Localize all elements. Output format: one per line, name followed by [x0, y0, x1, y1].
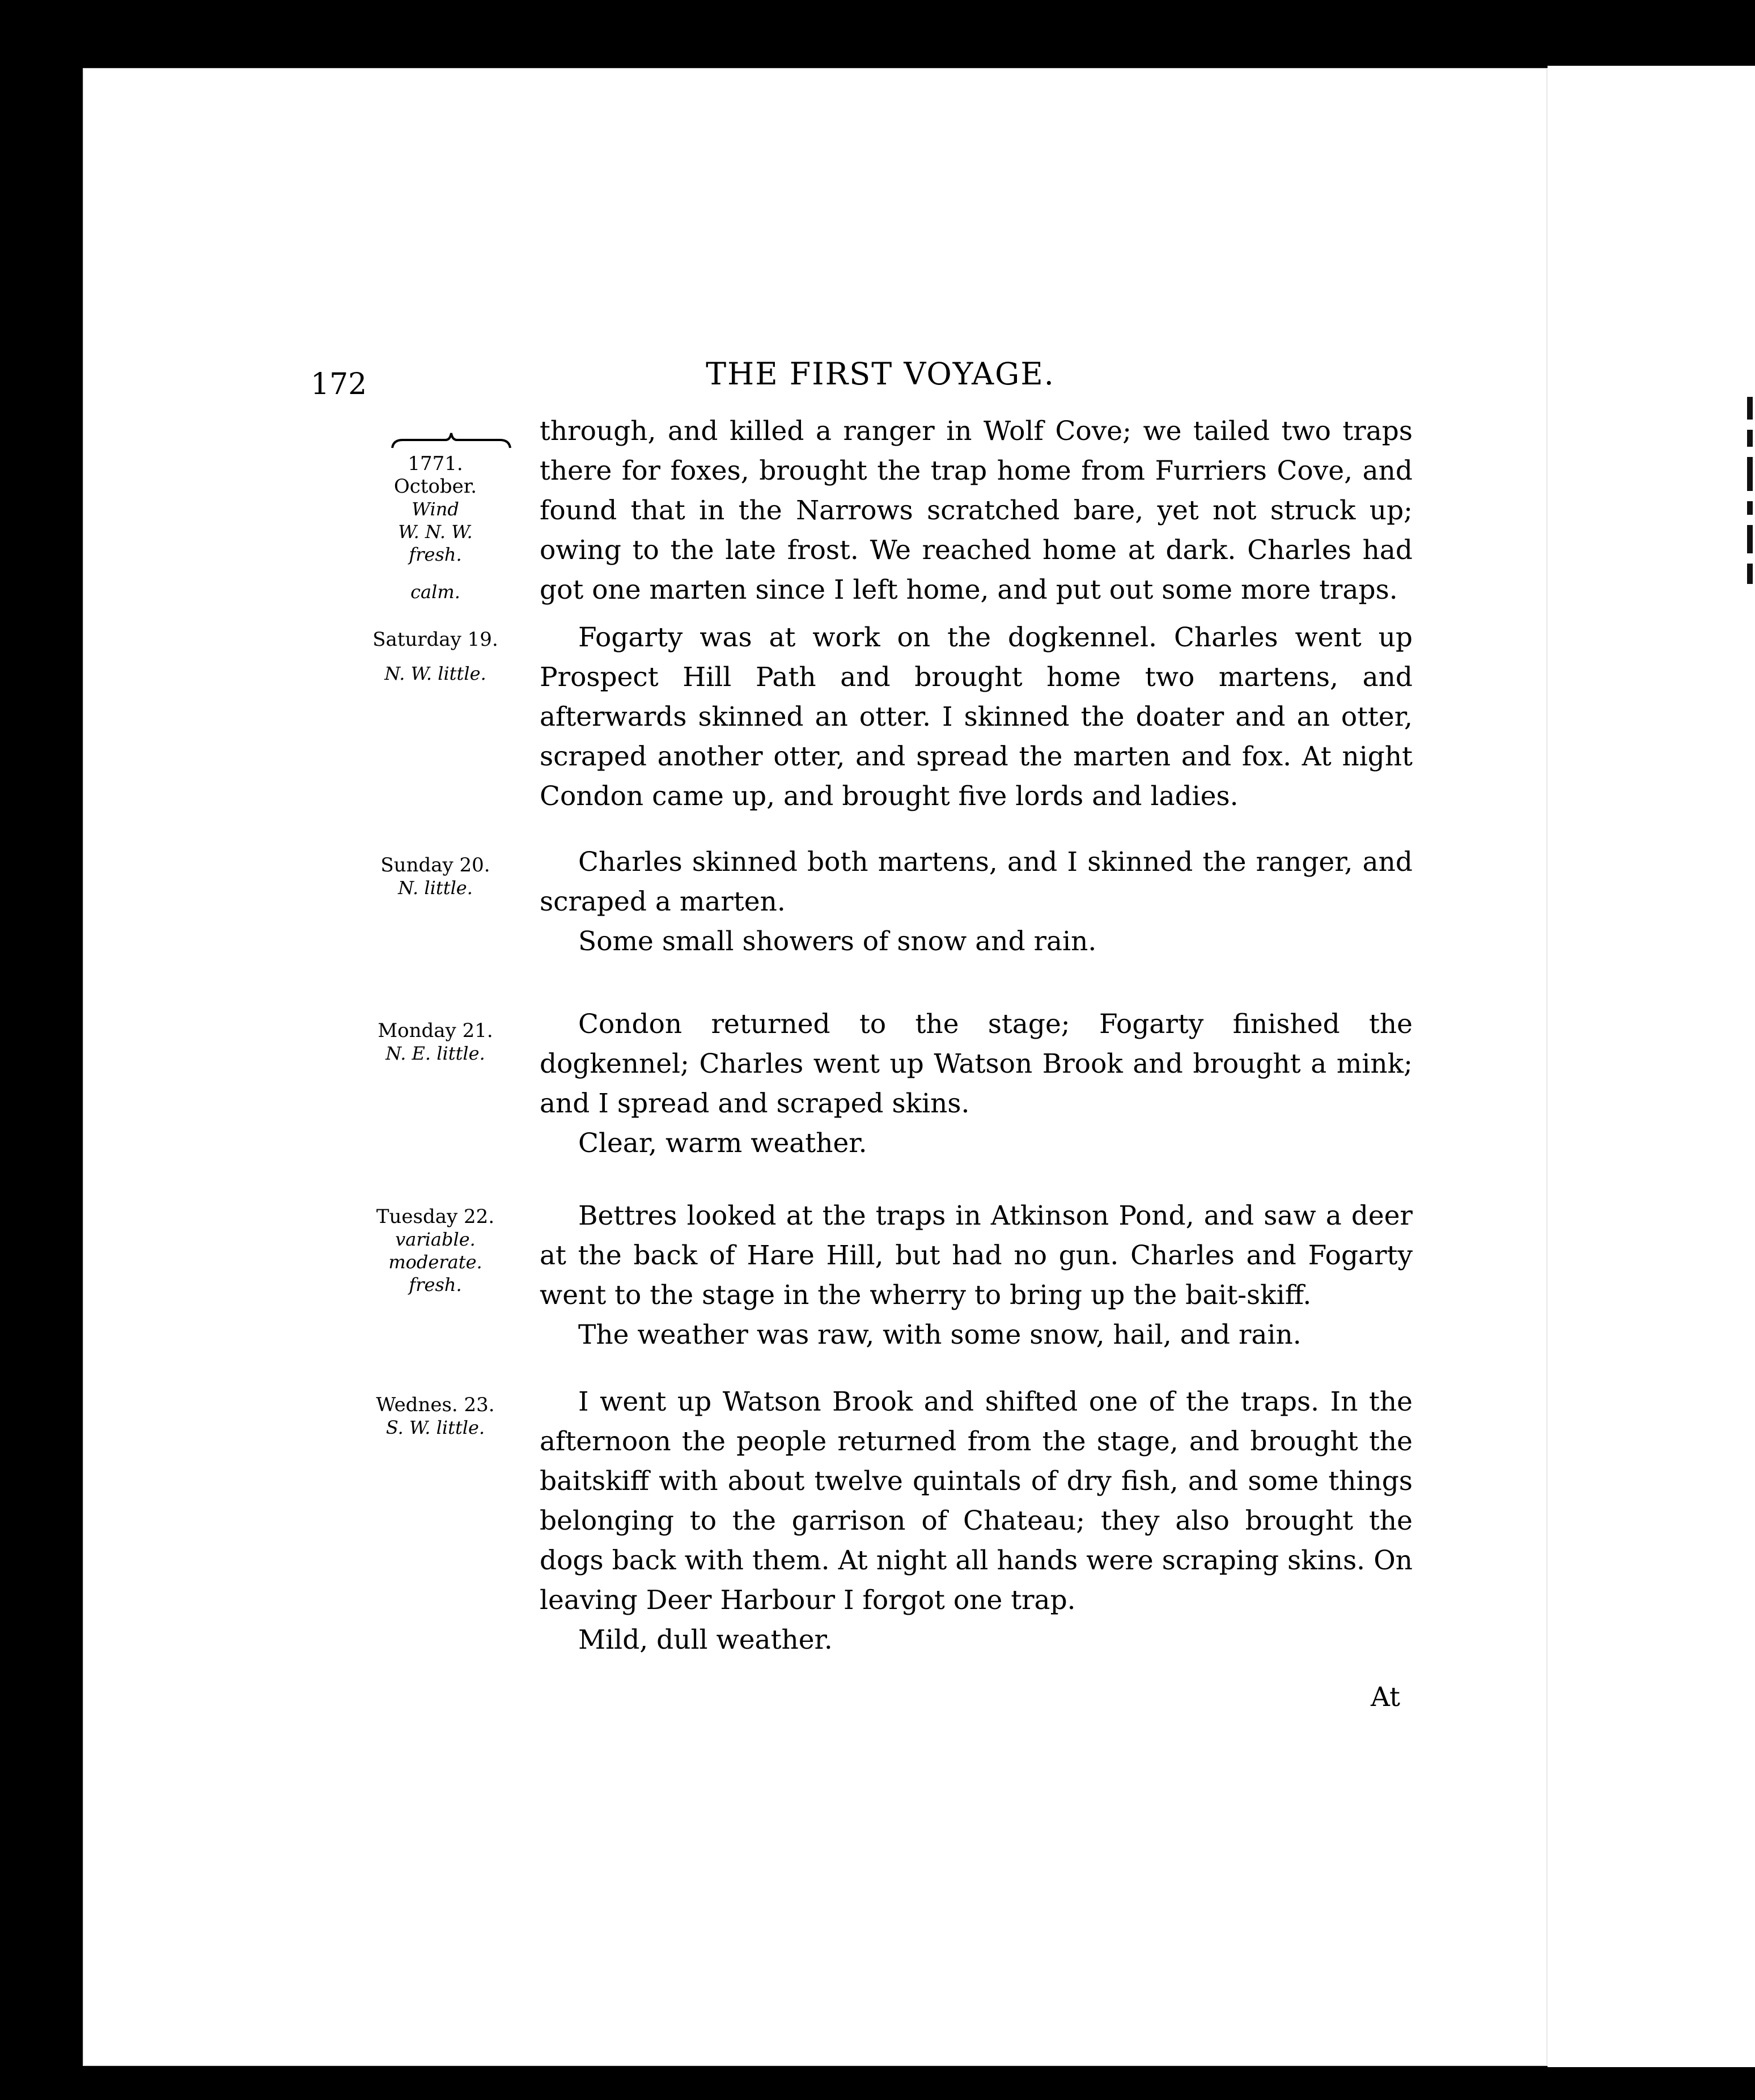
entry-tuesday-22-text	[540, 1196, 1413, 1355]
facing-page-text-fragments	[1747, 397, 1755, 594]
entry-monday-21-text	[540, 1005, 1413, 1163]
margin-wind: N. little.	[398, 877, 473, 899]
margin-date: Tuesday 22.	[376, 1205, 495, 1228]
facing-page-edge	[1548, 66, 1755, 2067]
paragraph: Charles skinned both martens, and I skinned the ranger, and scraped a marten.	[540, 846, 1413, 917]
paragraph: Mild, dull weather.	[578, 1624, 833, 1656]
margin-wind: N. W. little.	[384, 663, 486, 684]
paragraph: Fogarty was at work on the dogkennel. Charles went up Prospect Hill Path and brought home two martens, and afterwards skinned an otter. I skinned the doater and an otter, scraped another otter, and spread the marten and fox. At night Condon came up, and brought five lords and ladies.	[540, 622, 1413, 812]
margin-wind-3: fresh.	[409, 1274, 462, 1295]
paragraph: The weather was raw, with some snow, hail, and rain.	[578, 1319, 1302, 1350]
paragraph: I went up Watson Brook and shifted one of the traps. In the afternoon the people returned from the stage, and brought the baitskiff with about twelve quintals of dry fish, and some things belonging to the garrison of Chateau; they also brought the dogs back with them. At night all hands were scraping skins. On leaving Deer Harbour I forgot one trap.	[540, 1386, 1413, 1616]
paragraph: Clear, warm weather.	[578, 1128, 867, 1159]
margin-wind: S. W. little.	[385, 1417, 485, 1438]
margin-wind-2: moderate.	[388, 1251, 482, 1273]
running-title: THE FIRST VOYAGE.	[706, 356, 1055, 392]
book-page	[83, 68, 1548, 2066]
entry-saturday-19-text	[540, 618, 1413, 816]
margin-wind-1: variable.	[395, 1229, 476, 1250]
margin-date: Sunday 20.	[380, 854, 490, 877]
margin-wind-label: Wind	[412, 498, 459, 520]
catchword: At	[1371, 1682, 1401, 1713]
paragraph: Bettres looked at the traps in Atkinson Pond, and saw a deer at the back of Hare Hill, but had no gun. Charles and Fogarty went to the stage in the wherry to bring up the bait-skiff.	[540, 1200, 1413, 1311]
margin-note-sunday-20	[333, 854, 537, 899]
margin-wind: N. E. little.	[385, 1043, 485, 1064]
margin-wind-calm: calm.	[410, 581, 460, 603]
margin-brace	[391, 432, 511, 449]
entry-wednesday-23-text	[540, 1382, 1413, 1660]
margin-note-tuesday-22	[333, 1205, 537, 1296]
page-number: 172	[311, 367, 367, 401]
entry-october-text	[540, 412, 1413, 610]
margin-month: October.	[393, 475, 477, 498]
margin-wind-direction: W. N. W.	[398, 521, 473, 543]
margin-note-wednesday-23	[333, 1394, 537, 1439]
margin-date: Saturday 19.	[372, 628, 498, 651]
margin-note-october	[333, 452, 537, 603]
paragraph: Some small showers of snow and rain.	[578, 926, 1097, 957]
margin-note-saturday-19	[333, 628, 537, 685]
margin-date: Monday 21.	[378, 1019, 493, 1042]
entry-sunday-20-text	[540, 842, 1413, 962]
paragraph: through, and killed a ranger in Wolf Cove; we tailed two traps there for foxes, brought the trap home from Furriers Cove, and found that in the Narrows scratched bare, yet not struck up; owing to the late frost. We reached home at dark. Charles had got one marten since I left home, and put out some more traps.	[540, 416, 1413, 606]
margin-year: 1771.	[408, 452, 463, 475]
margin-date: Wednes. 23.	[376, 1394, 495, 1416]
margin-wind-strength: fresh.	[409, 544, 462, 565]
margin-note-monday-21	[333, 1019, 537, 1065]
paragraph: Condon returned to the stage; Fogarty finished the dogkennel; Charles went up Watson Brook and brought a mink; and I spread and scraped skins.	[540, 1009, 1413, 1119]
